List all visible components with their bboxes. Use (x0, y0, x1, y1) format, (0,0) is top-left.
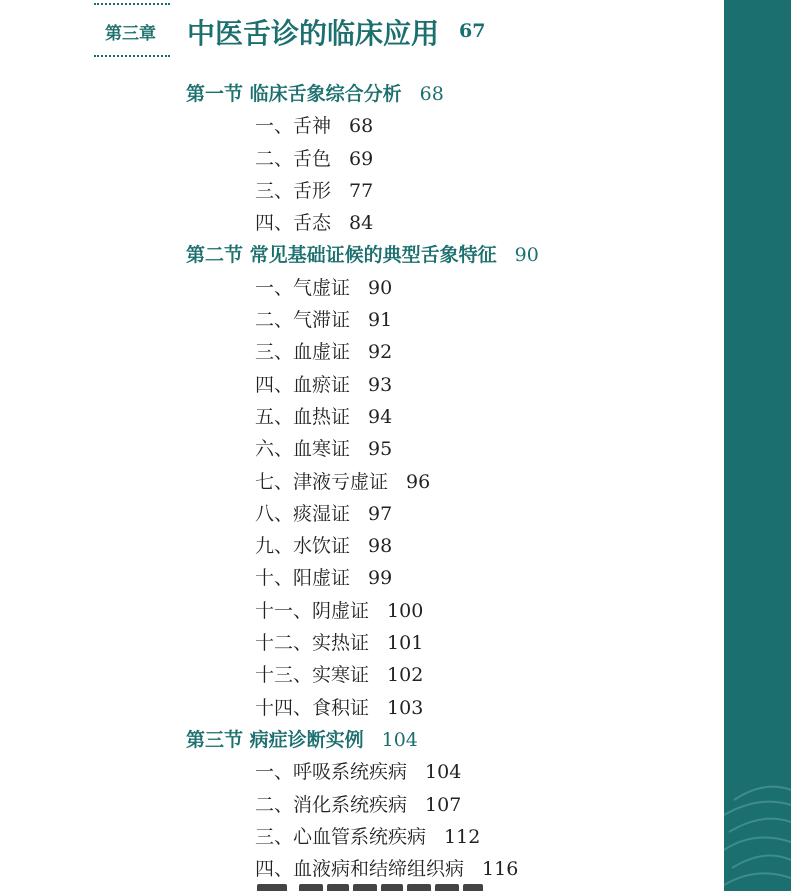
toc-entry-title: 一、呼吸系统疾病 (255, 761, 408, 784)
toc-section-entry (0, 78, 724, 110)
toc-entry-page-number: 69 (349, 147, 374, 170)
toc-entry-page-number: 94 (368, 405, 393, 428)
toc-item-entry (0, 336, 724, 368)
toc-entry-title: 三、血虚证 (255, 341, 351, 364)
toc-entry-title: 第二节 常见基础证候的典型舌象特征 (186, 244, 497, 267)
toc-entry-title: 第三节 病症诊断实例 (186, 728, 364, 751)
toc-item-entry (0, 821, 724, 853)
toc-entry-page-number: 103 (387, 696, 424, 719)
dotted-rule-top (94, 3, 170, 5)
toc-entry-page-number: 97 (368, 502, 393, 525)
toc-entry-page-number: 98 (368, 535, 393, 558)
toc-entry-title: 九、水饮证 (255, 535, 351, 558)
toc-entry-title: 二、消化系统疾病 (255, 793, 408, 816)
toc-entry-title: 十二、实热证 (255, 632, 370, 655)
toc-entry-title: 十四、食积证 (255, 696, 370, 719)
toc-item-entry (0, 433, 724, 465)
toc-item-entry (0, 756, 724, 788)
toc-item-entry (0, 401, 724, 433)
chapter-title: 中医舌诊的临床应用 (187, 17, 440, 50)
toc-entry-title: 三、舌形 (255, 179, 332, 202)
toc-item-entry (0, 692, 724, 724)
cut-off-next-entry (255, 882, 485, 891)
toc-item-entry (0, 207, 724, 239)
toc-entry-title: 五、血热证 (255, 405, 351, 428)
toc-entry-title: 一、舌神 (255, 115, 332, 138)
toc-entry-title: 三、心血管系统疾病 (255, 825, 427, 848)
toc-item-entry (0, 272, 724, 304)
toc-entry-page-number: 101 (387, 632, 424, 655)
dotted-rule-bottom (94, 55, 170, 57)
chapter-page-number: 67 (459, 20, 486, 42)
toc-entry-page-number: 96 (406, 470, 431, 493)
toc-entry-title: 第一节 临床舌象综合分析 (186, 83, 402, 105)
toc-entry-title: 六、血寒证 (255, 438, 351, 461)
toc-entry-page-number: 104 (381, 728, 418, 751)
chapter-label: 第三章 (105, 24, 156, 44)
toc-entry-title: 四、血瘀证 (255, 373, 351, 396)
toc-entry-page-number: 93 (368, 373, 393, 396)
toc-item-entry (0, 530, 724, 562)
toc-item-entry (0, 853, 724, 885)
toc-item-entry (0, 466, 724, 498)
toc-item-entry (0, 304, 724, 336)
toc-entry-page-number: 90 (368, 276, 393, 299)
toc-item-entry (0, 562, 724, 594)
toc-item-entry (0, 369, 724, 401)
toc-entry-title: 一、气虚证 (255, 276, 351, 299)
toc-entry-page-number: 92 (368, 341, 393, 364)
toc-entry-page-number: 90 (514, 244, 539, 267)
toc-item-entry (0, 110, 724, 142)
toc-entry-page-number: 84 (349, 212, 374, 235)
toc-entry-page-number: 68 (349, 115, 374, 138)
toc-entry-page-number: 95 (368, 438, 393, 461)
toc-item-entry (0, 143, 724, 175)
toc-entry-page-number: 116 (482, 858, 519, 881)
toc-entry-title: 四、血液病和结缔组织病 (255, 858, 465, 881)
toc-entry-page-number: 68 (419, 83, 444, 105)
toc-entry-title: 七、津液亏虚证 (255, 470, 389, 493)
toc-entry-title: 四、舌态 (255, 212, 332, 235)
table-of-contents (0, 78, 724, 885)
toc-entry-title: 十三、实寒证 (255, 664, 370, 687)
toc-entry-page-number: 99 (368, 567, 393, 590)
toc-entry-title: 八、痰湿证 (255, 502, 351, 525)
toc-entry-page-number: 104 (425, 761, 462, 784)
toc-item-entry (0, 789, 724, 821)
toc-entry-title: 十一、阴虚证 (255, 599, 370, 622)
toc-item-entry (0, 498, 724, 530)
toc-entry-title: 二、舌色 (255, 147, 332, 170)
toc-entry-title: 十、阳虚证 (255, 567, 351, 590)
toc-entry-page-number: 112 (444, 825, 481, 848)
toc-entry-page-number: 107 (425, 793, 462, 816)
wave-pattern-graphic (724, 0, 791, 891)
decorative-sidebar-band (724, 0, 791, 891)
toc-item-entry (0, 595, 724, 627)
toc-item-entry (0, 175, 724, 207)
toc-entry-page-number: 91 (368, 309, 393, 332)
toc-item-entry (0, 627, 724, 659)
toc-entry-page-number: 102 (387, 664, 424, 687)
toc-item-entry (0, 659, 724, 691)
toc-section-entry (0, 239, 724, 271)
toc-entry-page-number: 77 (349, 179, 374, 202)
toc-entry-title: 二、气滞证 (255, 309, 351, 332)
toc-section-entry (0, 724, 724, 756)
toc-entry-page-number: 100 (387, 599, 424, 622)
